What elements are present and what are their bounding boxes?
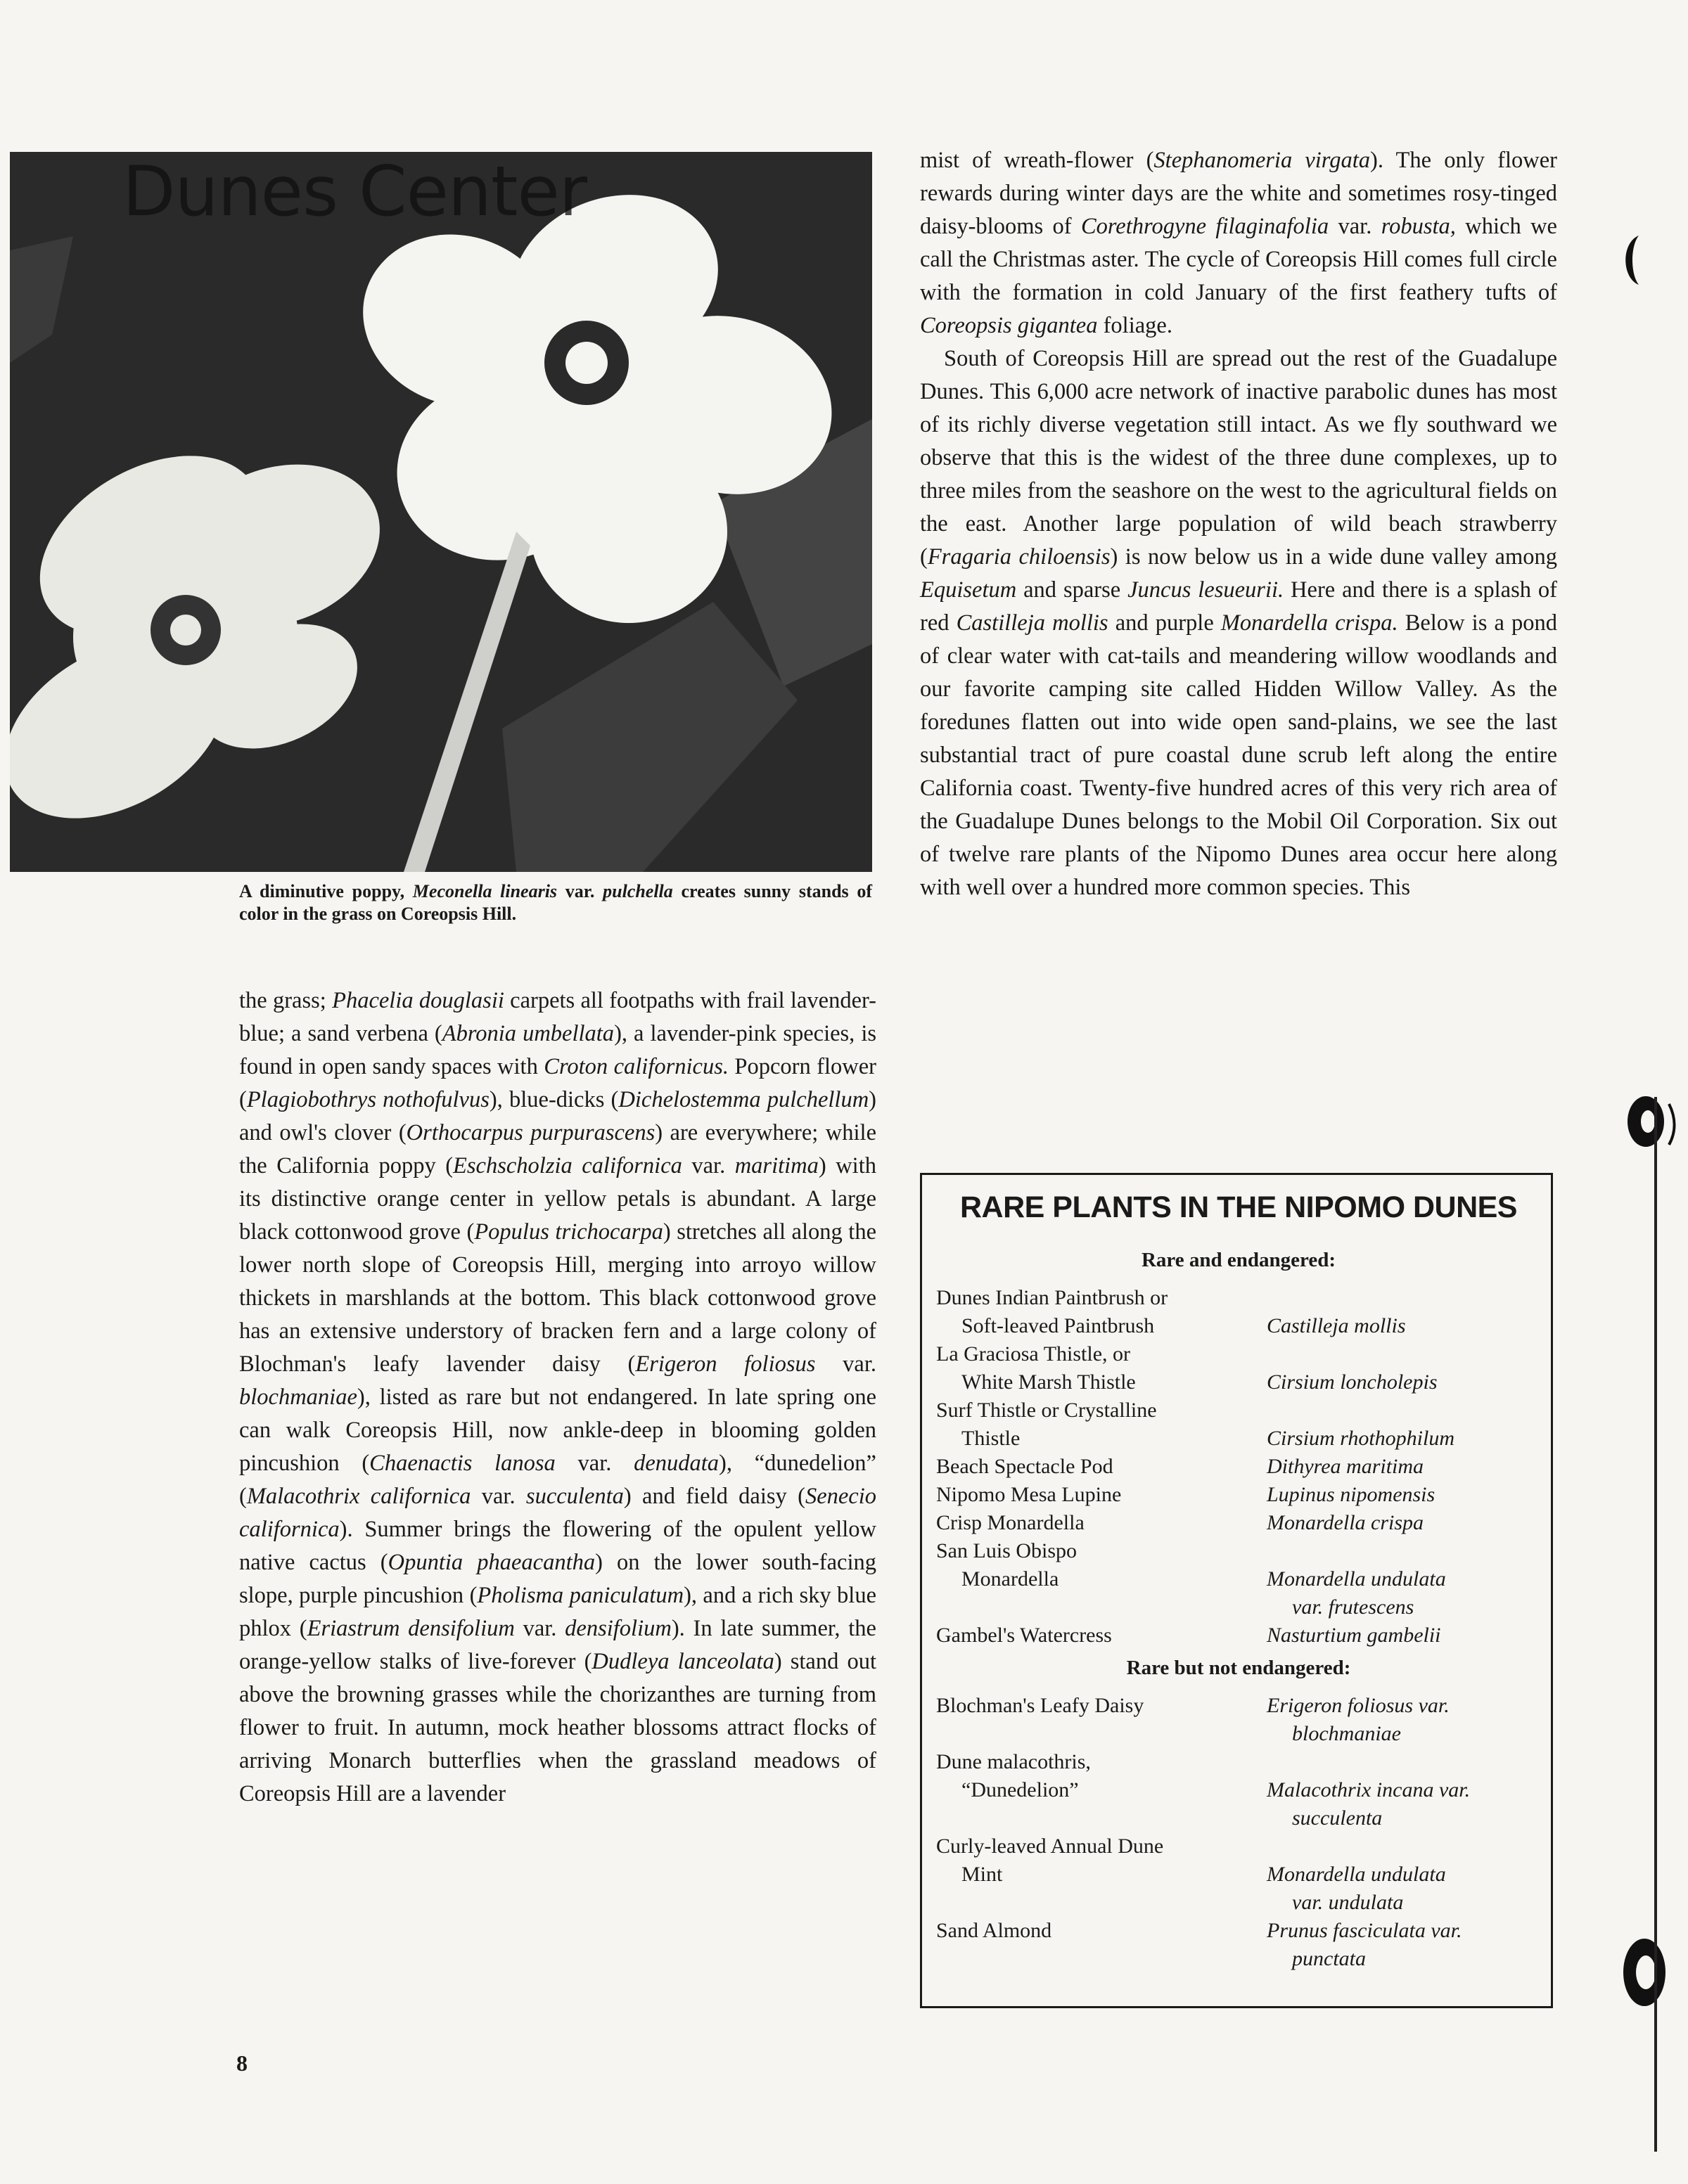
- species-name: Castilleja mollis: [956, 610, 1108, 636]
- text-run: ), blue-dicks (: [489, 1087, 619, 1112]
- species-name: Populus trichocarpa: [474, 1219, 663, 1245]
- plant-row: [936, 1453, 1541, 1481]
- species-name: maritima: [734, 1153, 819, 1178]
- rare-plants-box: [920, 1173, 1553, 2008]
- plant-row: [936, 1692, 1541, 1748]
- species-name: Juncus lesueurii.: [1127, 577, 1284, 603]
- plant-scientific-name: [1267, 1509, 1541, 1537]
- binder-hole-bottom-icon: [1618, 1934, 1674, 2011]
- plant-scientific-line: var. undulata: [1292, 1891, 1404, 1914]
- species-name: Equisetum: [920, 577, 1017, 603]
- text-run: ), a lavender-pink species, is found in open sandy spaces with: [239, 1021, 876, 1079]
- plant-common-name: [936, 1481, 1267, 1509]
- figure-caption: [239, 880, 872, 925]
- right-column-paragraph-1: [920, 144, 1557, 342]
- species-name: Corethrogyne filaginafolia: [1080, 214, 1329, 239]
- species-name: Dichelostemma pulchellum: [618, 1087, 869, 1112]
- species-name: Eschscholzia californica: [453, 1153, 682, 1178]
- plant-common-name: [936, 1284, 1267, 1340]
- plant-scientific-line: Prunus fasciculata var.: [1267, 1919, 1462, 1942]
- page-number: 8: [236, 2050, 248, 2076]
- text-run: foliage.: [1097, 313, 1172, 338]
- species-name: Senecio californica: [239, 1484, 876, 1542]
- plant-scientific-name: [1267, 1537, 1541, 1621]
- plant-scientific-line: Erigeron foliosus var.: [1267, 1694, 1450, 1717]
- species-name: Stephanomeria virgata: [1153, 148, 1371, 173]
- plant-row: [936, 1621, 1541, 1650]
- left-column-paragraph: [239, 984, 876, 1811]
- plant-common-line: La Graciosa Thistle, or: [936, 1342, 1131, 1366]
- species-name: Phacelia douglasii: [332, 988, 504, 1013]
- plant-scientific-line: Nasturtium gambelii: [1267, 1624, 1441, 1647]
- text-run: ). In late summer, the orange-yellow stalks of live-forever (: [239, 1616, 876, 1674]
- species-name: Abronia umbellata: [442, 1021, 615, 1046]
- species-name: Plagiobothrys nothofulvus: [246, 1087, 490, 1112]
- plant-scientific-line: blochmaniae: [1292, 1722, 1401, 1745]
- plant-scientific-name: [1267, 1396, 1541, 1453]
- rare-plants-title: RARE PLANTS IN THE NIPOMO DUNES: [960, 1190, 1517, 1224]
- species-name: blochmaniae: [239, 1385, 357, 1410]
- plant-common-name: [936, 1748, 1267, 1832]
- text-run: carpets all footpaths with frail lavender-blue; a sand verbena (: [239, 988, 876, 1046]
- watermark: Dunes Center: [122, 152, 587, 232]
- plant-common-name: [936, 1692, 1267, 1748]
- species-name: Coreopsis gigantea: [920, 313, 1098, 338]
- plant-scientific-line: [1267, 1537, 1541, 1565]
- endangered-list: [936, 1284, 1541, 1650]
- plant-scientific-line: Monardella undulata: [1267, 1863, 1446, 1886]
- species-name: Eriastrum densifolium: [307, 1616, 515, 1641]
- plant-row: [936, 1284, 1541, 1340]
- plant-scientific-name: [1267, 1453, 1541, 1481]
- text-run: var.: [815, 1351, 876, 1377]
- text-run: ), “dunedelion” (: [239, 1451, 876, 1509]
- not-endangered-list: [936, 1692, 1541, 1973]
- text-run: South of Coreopsis Hill are spread out the rest of the Guadalupe Dunes. This 6,000 acre network of inactive parabolic dunes has most of its richly diverse vegetation still intact. As we fly southward we observe that this is the widest of the three dune complexes, up to three miles from the seashore on the west to the agricultural fields on the east. Another large population of wild beach strawberry (: [920, 346, 1557, 570]
- plant-common-name: [936, 1917, 1267, 1973]
- plant-scientific-line: punctata: [1292, 1947, 1366, 1970]
- plant-scientific-line: [1267, 1832, 1541, 1861]
- text-run: ) on the lower south-facing slope, purple pincushion (: [239, 1550, 876, 1608]
- text-run: ). The only flower rewards during winter days are the white and sometimes rosy-tinged daisy-blooms of: [920, 148, 1557, 239]
- right-column: [920, 144, 1557, 904]
- species-name: Croton californicus.: [544, 1054, 729, 1079]
- plant-scientific-name: [1267, 1692, 1541, 1748]
- plant-scientific-line: Dithyrea maritima: [1267, 1455, 1424, 1478]
- text-run: the grass;: [239, 988, 333, 1013]
- species-name: denudata: [634, 1451, 720, 1476]
- species-name: Erigeron foliosus: [635, 1351, 816, 1377]
- plant-scientific-line: Cirsium rhothophilum: [1267, 1427, 1454, 1450]
- plant-row: [936, 1917, 1541, 1973]
- poppy-photo: [10, 152, 872, 872]
- plant-row: [936, 1340, 1541, 1396]
- text-run: var.: [514, 1616, 565, 1641]
- text-run: Popcorn flower (: [239, 1054, 876, 1112]
- plant-scientific-line: Cirsium loncholepis: [1267, 1370, 1438, 1394]
- text-run: var.: [682, 1153, 735, 1178]
- plant-common-name: [936, 1340, 1267, 1396]
- species-name: Chaenactis lanosa: [369, 1451, 556, 1476]
- plant-common-name: [936, 1832, 1267, 1917]
- plant-scientific-name: [1267, 1340, 1541, 1396]
- species-name: Pholisma paniculatum: [477, 1583, 684, 1608]
- plant-scientific-line: [1267, 1396, 1541, 1425]
- text-run: Below is a pond of clear water with cat-tails and meandering willow woodlands and our favorite camping site called Hidden Willow Valley. As the foredunes flatten out into wide open sand-plains, we see the last substantial tract of pure coastal dune scrub left along the entire California coast. Twenty-five hundred acres of this very rich area of the Guadalupe Dunes belongs to the Mobil Oil Corporation. Six out of twelve rare plants of the Nipomo Dunes area occur here along with well over a hundred more common species. This: [920, 610, 1557, 900]
- caption-mid: var.: [557, 881, 603, 901]
- page-edge-shadow: [1654, 1097, 1657, 2152]
- endangered-heading: Rare and endangered:: [1141, 1249, 1336, 1271]
- text-run: ) stand out above the browning grasses while the chorizanthes are turning from flower to fruit. In autumn, mock heather blossoms attract flocks of arriving Monarch butterflies when the grassland meadows of Coreopsis Hill are a lavender: [239, 1649, 876, 1806]
- plant-scientific-name: [1267, 1832, 1541, 1917]
- text-run: ) and owl's clover (: [239, 1087, 876, 1145]
- plant-row: [936, 1748, 1541, 1832]
- species-name: Dudleya lanceolata: [592, 1649, 774, 1674]
- text-run: var.: [1329, 214, 1381, 239]
- text-run: ), listed as rare but not endangered. In late spring one can walk Coreopsis Hill, now ankle-deep in blooming golden pincushion (: [239, 1385, 876, 1476]
- plant-scientific-line: [1267, 1748, 1541, 1776]
- caption-prefix: A diminutive poppy,: [239, 881, 413, 901]
- species-name: Malacothrix californica: [246, 1484, 471, 1509]
- text-run: which we call the Christmas aster. The cycle of Coreopsis Hill comes full circle with the formation in cold January of the first feathery tufts of: [920, 214, 1557, 305]
- plant-scientific-line: [1267, 1340, 1541, 1368]
- text-run: ) with its distinctive orange center in yellow petals is abundant. A large black cottonwood grove (: [239, 1153, 876, 1245]
- plant-common-line: Beach Spectacle Pod: [936, 1455, 1113, 1478]
- plant-common-line: Sand Almond: [936, 1919, 1052, 1942]
- species-name: Opuntia phaeacantha: [388, 1550, 596, 1575]
- plant-scientific-line: Monardella crispa: [1267, 1511, 1424, 1534]
- text-run: and sparse: [1016, 577, 1128, 603]
- plant-scientific-line: var. frutescens: [1292, 1595, 1414, 1619]
- text-run: ). Summer brings the flowering of the opulent yellow native cactus (: [239, 1517, 876, 1575]
- plant-common-line: “Dunedelion”: [961, 1778, 1079, 1801]
- plant-scientific-line: Castilleja mollis: [1267, 1314, 1406, 1337]
- plant-scientific-line: Lupinus nipomensis: [1267, 1483, 1436, 1506]
- text-run: var.: [471, 1484, 526, 1509]
- text-run: var.: [555, 1451, 634, 1476]
- species-name: Monardella crispa.: [1220, 610, 1398, 636]
- plant-common-line: Thistle: [961, 1427, 1021, 1450]
- plant-scientific-line: succulenta: [1292, 1806, 1383, 1830]
- plant-common-name: [936, 1396, 1267, 1453]
- caption-suffix: creates sunny stands of color in the grass on Coreopsis Hill.: [239, 881, 873, 924]
- plant-scientific-line: Malacothrix incana var.: [1267, 1778, 1471, 1801]
- plant-common-name: [936, 1453, 1267, 1481]
- plant-common-line: Surf Thistle or Crystalline: [936, 1399, 1157, 1422]
- text-run: ) stretches all along the lower north slope of Coreopsis Hill, merging into arroyo willow thickets in marshlands at the bottom. This black cottonwood grove has an extensive understory of bracken fern and a large colony of Blochman's leafy lavender daisy (: [239, 1219, 877, 1377]
- text-run: and purple: [1108, 610, 1221, 636]
- plant-common-line: Soft-leaved Paintbrush: [961, 1314, 1155, 1337]
- plant-common-line: Monardella: [961, 1567, 1059, 1591]
- text-run: ) are everywhere; while the California poppy (: [239, 1120, 876, 1178]
- text-run: ) and field daisy (: [623, 1484, 805, 1509]
- plant-common-name: [936, 1621, 1267, 1650]
- plant-common-line: San Luis Obispo: [936, 1539, 1078, 1562]
- plant-scientific-name: [1267, 1917, 1541, 1973]
- plant-common-line: Mint: [961, 1863, 1003, 1886]
- plant-scientific-name: [1267, 1481, 1541, 1509]
- text-run: Here and there is a splash of red: [920, 577, 1557, 636]
- text-run: ) is now below us in a wide dune valley among: [1110, 544, 1557, 570]
- plant-common-line: Crisp Monardella: [936, 1511, 1085, 1534]
- right-column-paragraph-2: [920, 342, 1557, 904]
- plant-row: [936, 1832, 1541, 1917]
- species-name: densifolium: [565, 1616, 672, 1641]
- binder-hole-middle-icon: [1621, 1090, 1677, 1153]
- plant-row: [936, 1537, 1541, 1621]
- left-column: [239, 984, 876, 1811]
- caption-genus: Meconella linearis: [412, 881, 558, 901]
- binder-hole-top-icon: [1618, 232, 1646, 288]
- species-name: succulenta: [525, 1484, 624, 1509]
- plant-common-line: Dunes Indian Paintbrush or: [936, 1286, 1168, 1309]
- plant-row: [936, 1396, 1541, 1453]
- text-run: mist of wreath-flower (: [920, 148, 1154, 173]
- plant-common-line: Gambel's Watercress: [936, 1624, 1112, 1647]
- plant-scientific-name: [1267, 1621, 1541, 1650]
- plant-scientific-name: [1267, 1748, 1541, 1832]
- plant-scientific-name: [1267, 1284, 1541, 1340]
- caption-variety: pulchella: [603, 881, 673, 901]
- plant-scientific-line: Monardella undulata: [1267, 1567, 1446, 1591]
- plant-common-name: [936, 1537, 1267, 1621]
- plant-common-line: Nipomo Mesa Lupine: [936, 1483, 1122, 1506]
- plant-row: [936, 1481, 1541, 1509]
- plant-scientific-line: [1267, 1284, 1541, 1312]
- plant-common-name: [936, 1509, 1267, 1537]
- species-name: robusta,: [1381, 214, 1456, 239]
- species-name: Orthocarpus purpurascens: [406, 1120, 656, 1145]
- plant-common-line: Curly-leaved Annual Dune: [936, 1835, 1164, 1858]
- poppy-photo-drawing: [10, 152, 872, 872]
- plant-row: [936, 1509, 1541, 1537]
- plant-common-line: White Marsh Thistle: [961, 1370, 1136, 1394]
- species-name: Fragaria chiloensis: [927, 544, 1111, 570]
- plant-common-line: Blochman's Leafy Daisy: [936, 1694, 1144, 1717]
- text-run: ), and a rich sky blue phlox (: [239, 1583, 876, 1641]
- not-endangered-heading: Rare but not endangered:: [1126, 1657, 1351, 1679]
- plant-common-line: Dune malacothris,: [936, 1750, 1091, 1773]
